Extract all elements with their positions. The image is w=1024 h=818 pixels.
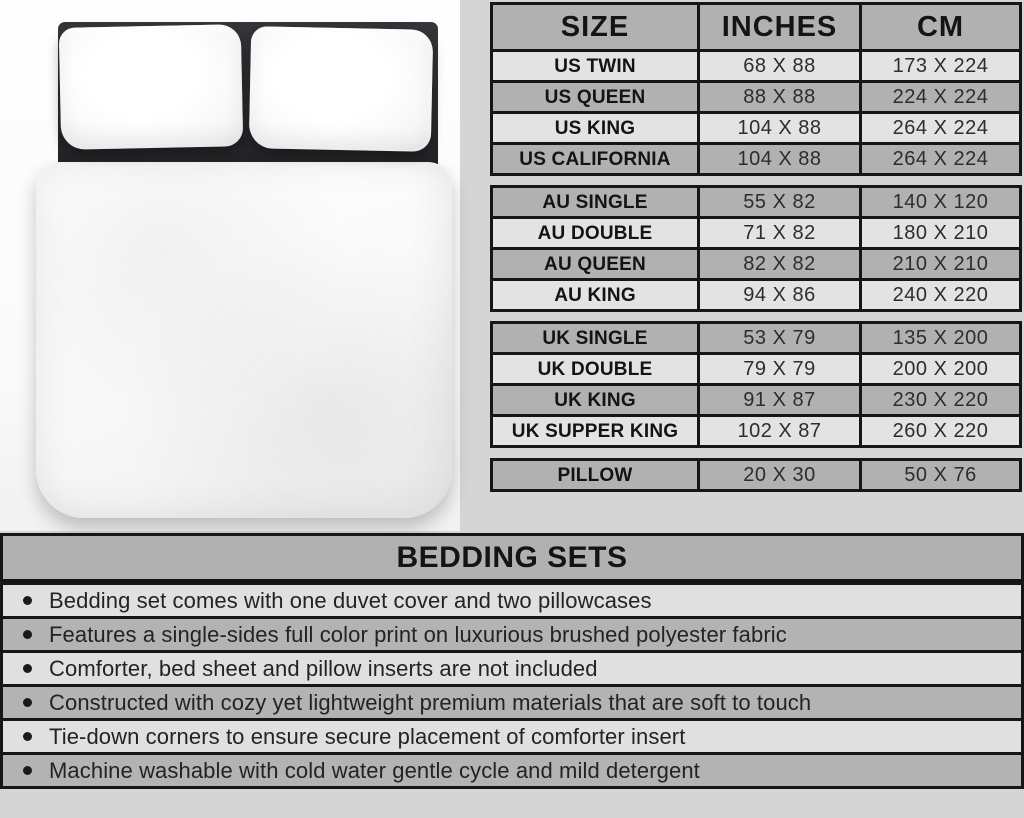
feature-text: Bedding set comes with one duvet cover and two pillowcases bbox=[49, 587, 652, 613]
size-name: UK DOUBLE bbox=[537, 358, 653, 380]
size-cm: 260 X 220 bbox=[859, 417, 1019, 445]
table-row bbox=[493, 49, 1019, 80]
feature-text: Tie-down corners to ensure secure placement of comforter insert bbox=[49, 723, 686, 749]
bullet-icon bbox=[23, 596, 32, 605]
size-name: US TWIN bbox=[554, 55, 636, 77]
size-cm: 264 X 224 bbox=[859, 145, 1019, 173]
size-cm: 200 X 200 bbox=[859, 355, 1019, 383]
size-cm: 173 X 224 bbox=[859, 52, 1019, 80]
table-row bbox=[493, 383, 1019, 414]
product-photo bbox=[0, 0, 460, 531]
size-inches: 88 X 88 bbox=[697, 83, 859, 111]
table-row bbox=[493, 247, 1019, 278]
size-inches: 71 X 82 bbox=[697, 219, 859, 247]
size-name: UK KING bbox=[554, 389, 636, 411]
table-row bbox=[493, 352, 1019, 383]
table-row bbox=[493, 278, 1019, 309]
size-name: PILLOW bbox=[557, 464, 633, 486]
table-row bbox=[493, 80, 1019, 111]
size-name: UK SINGLE bbox=[542, 327, 648, 349]
feature-text: Features a single-sides full color print on luxurious brushed polyester fabric bbox=[49, 621, 787, 647]
table-row bbox=[493, 324, 1019, 352]
table-row bbox=[493, 188, 1019, 216]
bullet-icon bbox=[23, 698, 32, 707]
size-name: US CALIFORNIA bbox=[519, 148, 671, 170]
feature-row bbox=[3, 684, 1021, 718]
size-table-au bbox=[490, 185, 1022, 312]
feature-row bbox=[3, 582, 1021, 616]
size-cm: 230 X 220 bbox=[859, 386, 1019, 414]
bedding-sets-title: BEDDING SETS bbox=[3, 536, 1021, 582]
bullet-icon bbox=[23, 766, 32, 775]
size-inches: 79 X 79 bbox=[697, 355, 859, 383]
size-inches: 53 X 79 bbox=[697, 324, 859, 352]
size-inches: 91 X 87 bbox=[697, 386, 859, 414]
size-name: AU DOUBLE bbox=[537, 222, 653, 244]
table-row bbox=[493, 414, 1019, 445]
pillow-right bbox=[249, 26, 434, 152]
size-inches: 104 X 88 bbox=[697, 145, 859, 173]
table-row bbox=[493, 216, 1019, 247]
table-row bbox=[493, 111, 1019, 142]
size-cm: 140 X 120 bbox=[859, 188, 1019, 216]
bullet-icon bbox=[23, 664, 32, 673]
size-cm: 135 X 200 bbox=[859, 324, 1019, 352]
feature-text: Constructed with cozy yet lightweight premium materials that are soft to touch bbox=[49, 689, 812, 715]
size-name: US KING bbox=[554, 117, 636, 139]
size-name: AU KING bbox=[554, 284, 636, 306]
size-inches: 20 X 30 bbox=[697, 461, 859, 489]
size-inches: 94 X 86 bbox=[697, 281, 859, 309]
duvet-cover bbox=[36, 162, 452, 518]
size-table-header-row bbox=[493, 5, 1019, 49]
size-inches: 104 X 88 bbox=[697, 114, 859, 142]
size-inches: 102 X 87 bbox=[697, 417, 859, 445]
size-cm: 180 X 210 bbox=[859, 219, 1019, 247]
feature-row bbox=[3, 650, 1021, 684]
header-size: SIZE bbox=[560, 10, 630, 43]
size-cm: 240 X 220 bbox=[859, 281, 1019, 309]
size-table-uk bbox=[490, 321, 1022, 448]
table-row bbox=[493, 461, 1019, 489]
size-cm: 264 X 224 bbox=[859, 114, 1019, 142]
feature-text: Comforter, bed sheet and pillow inserts are not included bbox=[49, 655, 598, 681]
header-inches: INCHES bbox=[697, 5, 859, 49]
size-inches: 55 X 82 bbox=[697, 188, 859, 216]
size-cm: 50 X 76 bbox=[859, 461, 1019, 489]
size-name: AU SINGLE bbox=[542, 191, 648, 213]
size-inches: 82 X 82 bbox=[697, 250, 859, 278]
bullet-icon bbox=[23, 630, 32, 639]
size-name: UK SUPPER KING bbox=[511, 420, 679, 442]
feature-row bbox=[3, 616, 1021, 650]
size-table-pillow bbox=[490, 458, 1022, 492]
size-name: US QUEEN bbox=[544, 86, 646, 108]
feature-text: Machine washable with cold water gentle cycle and mild detergent bbox=[49, 757, 700, 783]
size-cm: 224 X 224 bbox=[859, 83, 1019, 111]
feature-row bbox=[3, 718, 1021, 752]
size-table-us bbox=[490, 2, 1022, 176]
size-cm: 210 X 210 bbox=[859, 250, 1019, 278]
table-row bbox=[493, 142, 1019, 173]
header-cm: CM bbox=[859, 5, 1019, 49]
pillow-left bbox=[59, 24, 244, 150]
size-inches: 68 X 88 bbox=[697, 52, 859, 80]
size-name: AU QUEEN bbox=[544, 253, 646, 275]
feature-row bbox=[3, 752, 1021, 786]
bedding-sets-info bbox=[0, 533, 1024, 789]
bullet-icon bbox=[23, 732, 32, 741]
